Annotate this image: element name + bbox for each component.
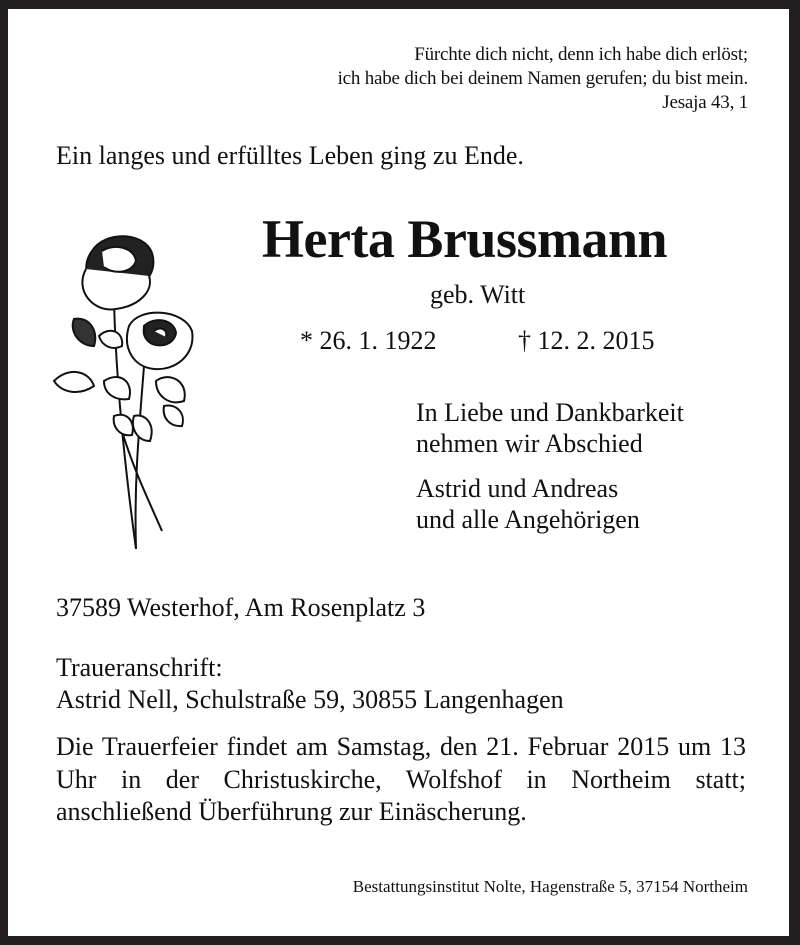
bible-quote xyxy=(338,43,748,115)
home-address: 37589 Westerhof, Am Rosenplatz 3 xyxy=(56,593,426,622)
death-date: † 12. 2. 2015 xyxy=(518,326,655,355)
deceased-name: Herta Brussmann xyxy=(262,209,668,269)
mourners-line: Astrid und Andreas xyxy=(416,474,619,503)
farewell-line: In Liebe und Dankbarkeit xyxy=(416,398,684,427)
farewell-text xyxy=(416,397,684,535)
rose-illustration xyxy=(44,231,194,556)
maiden-name: geb. Witt xyxy=(430,280,526,309)
obituary-notice xyxy=(8,9,789,936)
funeral-home: Bestattungsinstitut Nolte, Hagenstraße 5, 37154 Northeim xyxy=(352,877,748,896)
quote-line: Fürchte dich nicht, denn ich habe dich erlöst; xyxy=(414,44,748,65)
intro-text: Ein langes und erfülltes Leben ging zu Ende. xyxy=(56,141,524,170)
mourners-line: und alle Angehörigen xyxy=(416,505,640,534)
mourning-address-label: Traueranschrift: xyxy=(56,653,223,682)
birth-date: * 26. 1. 1922 xyxy=(300,326,437,355)
quote-line: ich habe dich bei deinem Namen gerufen; du bist mein. xyxy=(337,68,748,89)
farewell-line: nehmen wir Abschied xyxy=(416,429,643,458)
rose-lower xyxy=(127,313,192,370)
ceremony-text: Die Trauerfeier findet am Samstag, den 21. Februar 2015 um 13 Uhr in der Christuskirche, Wolfshof in Northeim statt; anschließend Überführung zur Einäscherung. xyxy=(56,732,746,826)
rose-top xyxy=(82,236,153,309)
quote-source: Jesaja 43, 1 xyxy=(662,92,748,113)
mourning-address: Astrid Nell, Schulstraße 59, 30855 Langenhagen xyxy=(56,685,564,714)
